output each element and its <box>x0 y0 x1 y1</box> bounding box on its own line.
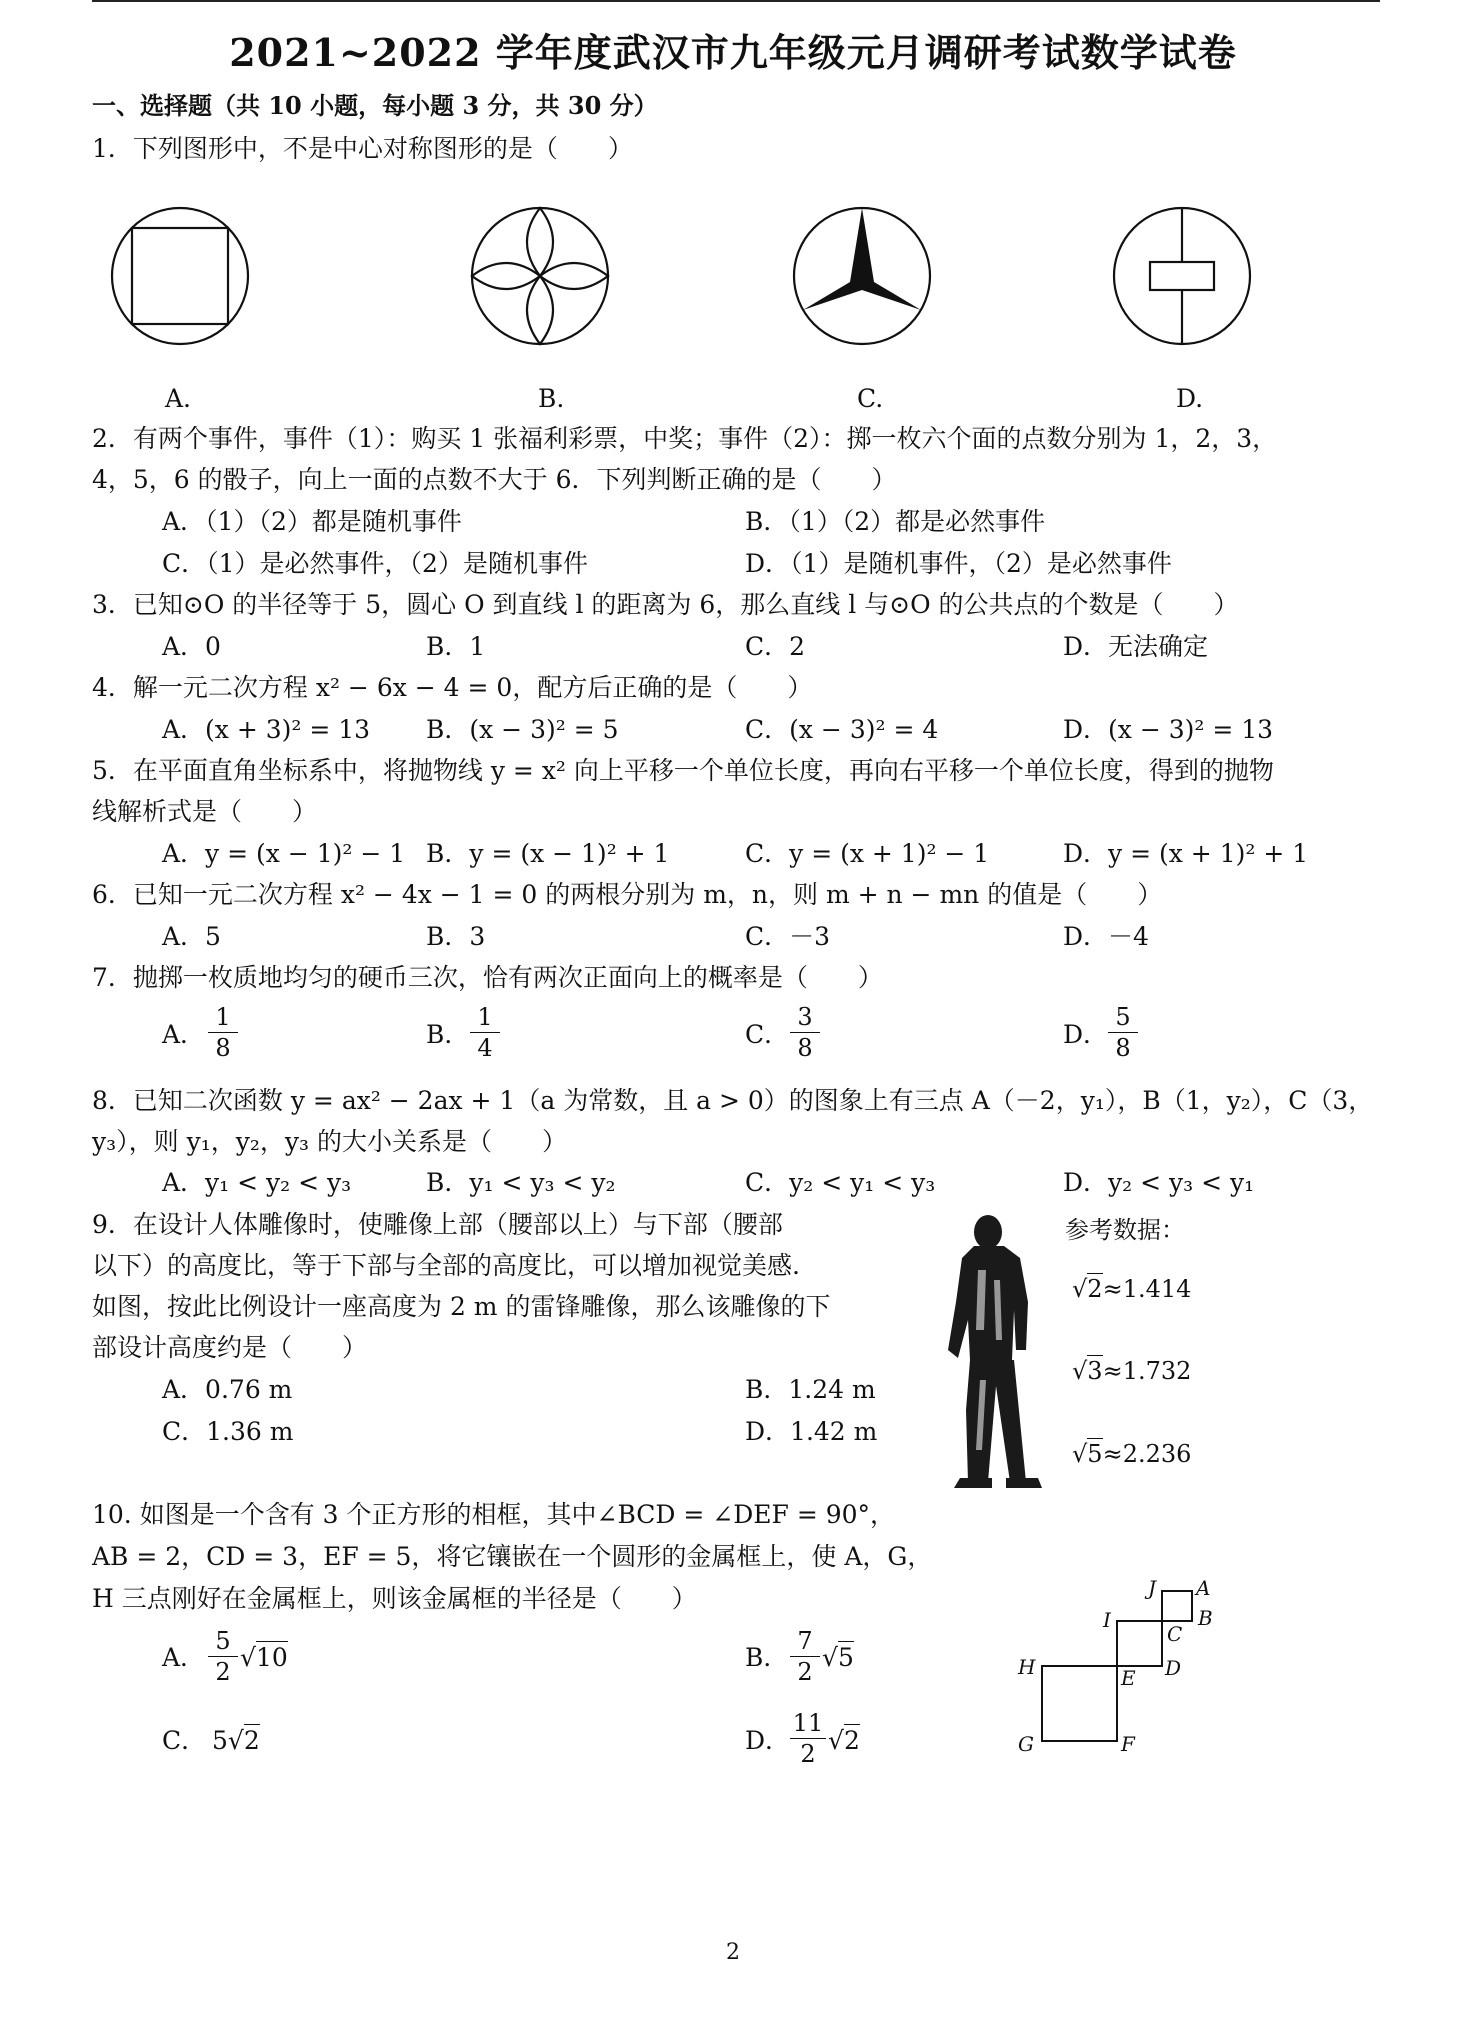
q4-option-b[interactable]: B．(x − 3)² = 5 <box>426 715 619 744</box>
q1-option-a[interactable]: A. <box>165 384 192 413</box>
small-square <box>1162 1591 1192 1621</box>
q9-ref-value-2: ≈1.414 <box>1102 1275 1192 1303</box>
q9-option-a[interactable]: A．0.76 m <box>162 1375 293 1404</box>
q10-option-b-fraction <box>790 1626 820 1687</box>
large-square <box>1042 1666 1117 1741</box>
q2-option-a[interactable]: A．（1）（2）都是随机事件 <box>162 507 462 536</box>
label-e: E <box>1121 1666 1136 1690</box>
label-d: D <box>1165 1656 1182 1680</box>
q10-stem-line2: AB = 2，CD = 3，EF = 5，将它镶嵌在一个圆形的金属框上，使 A，G， <box>92 1542 933 1571</box>
q9-reference-sqrt2 <box>1072 1275 1191 1303</box>
top-rule <box>92 0 1380 2</box>
medium-square <box>1117 1621 1162 1666</box>
q9-reference-title: 参考数据： <box>1065 1216 1185 1244</box>
q9-stem-line4: 部设计高度约是（ ） <box>92 1333 368 1362</box>
q10-option-d-label[interactable]: D． <box>745 1726 791 1755</box>
q10-stem-line3: H 三点刚好在金属框上，则该金属框的半径是（ ） <box>92 1584 697 1613</box>
statue-figure <box>930 1210 1050 1490</box>
q1-stem: 1．下列图形中，不是中心对称图形的是（ ） <box>92 134 633 163</box>
q3-option-d[interactable]: D．无法确定 <box>1063 632 1209 661</box>
q10-stem-line1: 10. 如图是一个含有 3 个正方形的相框，其中∠BCD = ∠DEF = 90°， <box>92 1500 896 1529</box>
q10-option-c-label[interactable]: C． <box>162 1726 207 1755</box>
label-g: G <box>1018 1732 1034 1756</box>
q10-option-a-label[interactable]: A． <box>162 1643 206 1672</box>
q5-option-b[interactable]: B．y = (x − 1)² + 1 <box>426 839 670 868</box>
sqrt-icon: √ <box>1072 1357 1088 1385</box>
q9-ref-radicand-2: 2 <box>1087 1275 1103 1303</box>
q4-option-d[interactable]: D．(x − 3)² = 13 <box>1063 715 1274 744</box>
label-b: B <box>1198 1606 1213 1630</box>
q10-b-numerator: 7 <box>790 1626 820 1657</box>
q10-option-c-value <box>212 1726 260 1755</box>
q7-a-numerator: 1 <box>208 1002 238 1033</box>
q7-d-denominator: 8 <box>1115 1034 1131 1062</box>
q10-option-d-radical <box>828 1726 860 1755</box>
q7-option-a-fraction <box>208 1002 238 1063</box>
q10-c-coefficient: 5 <box>212 1726 228 1755</box>
q3-option-c[interactable]: C．2 <box>745 632 806 661</box>
q9-ref-value-3: ≈1.732 <box>1102 1357 1192 1385</box>
q7-option-a-label[interactable]: A． <box>162 1020 206 1049</box>
q2-stem-line2: 4，5，6 的骰子，向上一面的点数不大于 6．下列判断正确的是（ ） <box>92 465 897 494</box>
q10-option-a-radical <box>240 1643 288 1672</box>
q10-a-denominator: 2 <box>215 1658 231 1686</box>
q9-reference-sqrt5 <box>1072 1440 1191 1468</box>
q9-stem-line1: 9．在设计人体雕像时，使雕像上部（腰部以上）与下部（腰部 <box>92 1210 783 1239</box>
q7-stem: 7．抛掷一枚质地均匀的硬币三次，恰有两次正面向上的概率是（ ） <box>92 963 883 992</box>
q9-stem-line2: 以下）的高度比，等于下部与全部的高度比，可以增加视觉美感. <box>92 1251 800 1280</box>
q10-a-numerator: 5 <box>208 1626 238 1657</box>
q8-option-c[interactable]: C．y₂ < y₁ < y₃ <box>745 1168 936 1197</box>
q7-option-c-label[interactable]: C． <box>745 1020 790 1049</box>
q3-stem: 3．已知⊙O 的半径等于 5，圆心 O 到直线 l 的距离为 6，那么直线 l 与⊙O 的公共点的个数是（ ） <box>92 590 1239 619</box>
q7-b-denominator: 4 <box>477 1034 493 1062</box>
label-c: C <box>1167 1622 1183 1646</box>
sqrt-icon: √ <box>1072 1275 1088 1303</box>
label-i: I <box>1103 1608 1111 1632</box>
q6-stem: 6．已知一元二次方程 x² − 4x − 1 = 0 的两根分别为 m，n，则 m + n − mn 的值是（ ） <box>92 880 1163 909</box>
q4-option-c[interactable]: C．(x − 3)² = 4 <box>745 715 939 744</box>
q10-squares-figure <box>1010 1575 1240 1775</box>
sqrt-icon: √ <box>227 1726 244 1755</box>
q10-b-radicand: 5 <box>837 1643 854 1672</box>
q6-option-a[interactable]: A．5 <box>162 922 221 951</box>
q10-d-radicand: 2 <box>843 1726 860 1755</box>
q10-option-b-label[interactable]: B． <box>745 1643 789 1672</box>
q7-a-denominator: 8 <box>215 1034 231 1062</box>
q7-option-b-fraction <box>470 1002 500 1063</box>
q10-option-a-fraction <box>208 1626 238 1687</box>
q10-c-radicand: 2 <box>243 1726 260 1755</box>
q10-b-denominator: 2 <box>797 1658 813 1686</box>
q7-d-numerator: 5 <box>1108 1002 1138 1033</box>
q1-option-d[interactable]: D. <box>1176 384 1204 413</box>
q7-b-numerator: 1 <box>470 1002 500 1033</box>
q10-d-denominator: 2 <box>800 1740 816 1768</box>
q3-option-b[interactable]: B．1 <box>426 632 486 661</box>
q5-option-c[interactable]: C．y = (x + 1)² − 1 <box>745 839 990 868</box>
q10-d-numerator: 11 <box>790 1708 826 1739</box>
q9-option-b[interactable]: B．1.24 m <box>745 1375 876 1404</box>
q6-option-d[interactable]: D．－4 <box>1063 922 1149 951</box>
q7-option-c-fraction <box>790 1002 820 1063</box>
sqrt-icon: √ <box>1072 1440 1088 1468</box>
q8-stem-line1: 8．已知二次函数 y = ax² − 2ax + 1（a 为常数，且 a > 0）的图象上有三点 A（－2，y₁），B（1，y₂），C（3， <box>92 1086 1374 1115</box>
q1-option-c[interactable]: C. <box>857 384 884 413</box>
label-a: A <box>1196 1576 1211 1600</box>
label-f: F <box>1121 1732 1135 1756</box>
q7-option-b-label[interactable]: B． <box>426 1020 470 1049</box>
q4-option-a[interactable]: A．(x + 3)² = 13 <box>162 715 371 744</box>
q9-reference-sqrt3 <box>1072 1357 1191 1385</box>
q3-option-a[interactable]: A．0 <box>162 632 221 661</box>
q9-stem-line3: 如图，按此比例设计一座高度为 2 m 的雷锋雕像，那么该雕像的下 <box>92 1292 831 1321</box>
section-heading: 一、选择题（共 10 小题，每小题 3 分，共 30 分） <box>92 91 658 120</box>
q9-ref-value-5: ≈2.236 <box>1102 1440 1192 1468</box>
q1-figure-a <box>112 208 248 344</box>
q5-stem-line1: 5．在平面直角坐标系中，将抛物线 y = x² 向上平移一个单位长度，再向右平移一个单位长度，得到的抛物 <box>92 756 1274 785</box>
label-h: H <box>1018 1655 1036 1679</box>
q7-c-numerator: 3 <box>790 1002 820 1033</box>
q9-option-d[interactable]: D．1.42 m <box>745 1417 878 1446</box>
q8-option-b[interactable]: B．y₁ < y₃ < y₂ <box>426 1168 616 1197</box>
q8-stem-line2: y₃），则 y₁，y₂，y₃ 的大小关系是（ ） <box>92 1127 567 1156</box>
q2-option-b[interactable]: B．（1）（2）都是必然事件 <box>745 507 1046 536</box>
q10-option-d-fraction <box>790 1708 826 1769</box>
q1-figures <box>0 190 1466 370</box>
q8-option-d[interactable]: D．y₂ < y₃ < y₁ <box>1063 1168 1255 1197</box>
q5-stem-line2: 线解析式是（ ） <box>92 797 318 826</box>
q1-figure-c <box>794 208 930 344</box>
sqrt-icon: √ <box>822 1643 838 1672</box>
q5-option-a[interactable]: A．y = (x − 1)² − 1 <box>162 839 406 868</box>
q9-option-c[interactable]: C．1.36 m <box>162 1417 294 1446</box>
q9-ref-radicand-3: 3 <box>1087 1357 1103 1385</box>
q1-figure-b <box>472 208 608 344</box>
q10-a-radicand: 10 <box>255 1643 288 1672</box>
q7-c-denominator: 8 <box>797 1034 813 1062</box>
q5-option-d[interactable]: D．y = (x + 1)² + 1 <box>1063 839 1309 868</box>
sqrt-icon: √ <box>240 1643 256 1672</box>
q2-option-d[interactable]: D．（1）是随机事件，（2）是必然事件 <box>745 549 1172 578</box>
q1-figure-d <box>1114 208 1250 344</box>
q7-option-d-label[interactable]: D． <box>1063 1020 1109 1049</box>
q6-option-b[interactable]: B．3 <box>426 922 486 951</box>
q1-option-b[interactable]: B. <box>538 384 565 413</box>
q4-stem: 4．解一元二次方程 x² − 6x − 4 = 0，配方后正确的是（ ） <box>92 673 813 702</box>
q8-option-a[interactable]: A．y₁ < y₂ < y₃ <box>162 1168 352 1197</box>
q2-stem-line1: 2．有两个事件，事件（1）：购买 1 张福利彩票，中奖；事件（2）：掷一枚六个面的点数分别为 1，2，3， <box>92 424 1278 453</box>
label-j: J <box>1148 1576 1157 1600</box>
q10-option-b-radical <box>822 1643 854 1672</box>
page-number: 2 <box>726 1940 740 1965</box>
q6-option-c[interactable]: C．－3 <box>745 922 831 951</box>
q9-ref-radicand-5: 5 <box>1087 1440 1103 1468</box>
page-title: 2021~2022 学年度武汉市九年级元月调研考试数学试卷 <box>229 30 1237 75</box>
q2-option-c[interactable]: C．（1）是必然事件，（2）是随机事件 <box>162 549 588 578</box>
sqrt-icon: √ <box>828 1726 844 1755</box>
q7-option-d-fraction <box>1108 1002 1138 1063</box>
